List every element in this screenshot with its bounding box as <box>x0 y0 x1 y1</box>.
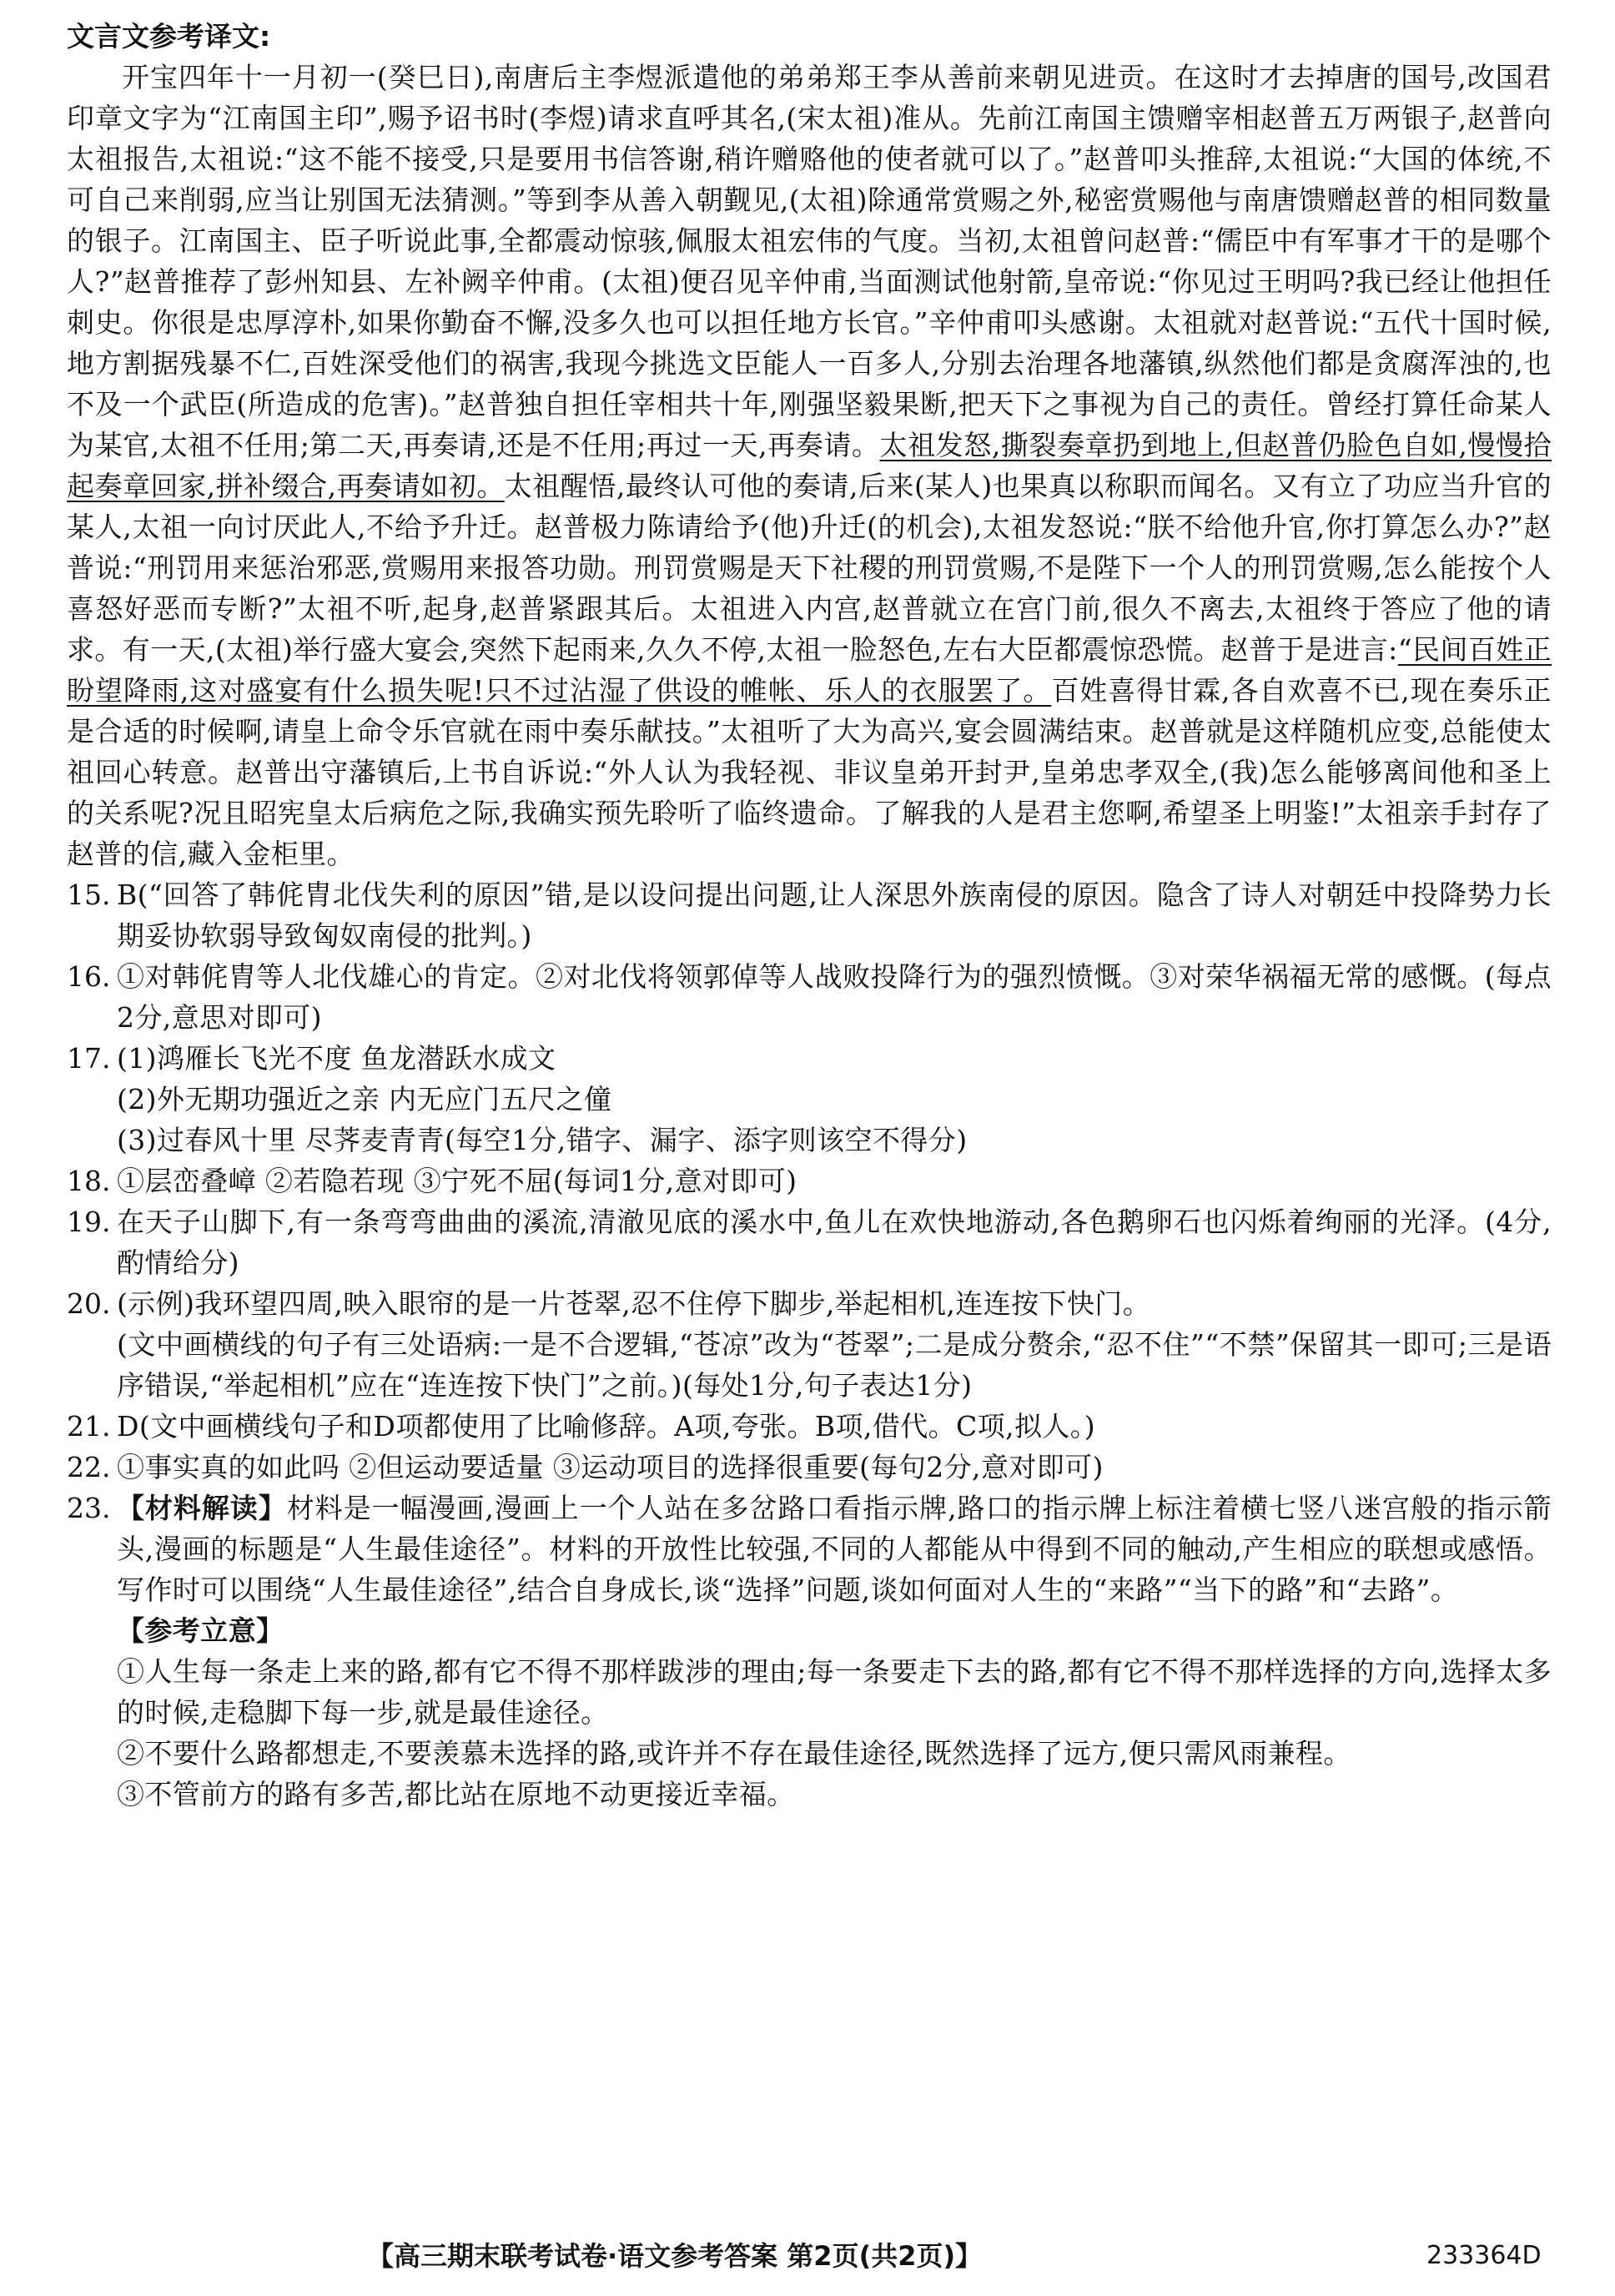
answer-17-line-2: (2)外无期功强近之亲 内无应门五尺之僮 <box>117 1083 612 1115</box>
footer-code: 233364D <box>1426 2241 1542 2270</box>
answer-23 <box>67 1488 1552 1610</box>
answer-text: ①层峦叠嶂 ②若隐若现 ③宁死不屈(每词1分,意对即可) <box>117 1165 797 1197</box>
answer-text <box>117 1488 1552 1610</box>
answer-text: ①对韩侂胄等人北伐雄心的肯定。②对北伐将领郭倬等人战败投降行为的强烈愤慨。③对荣华祸福无常的感慨。(每点2分,意思对即可) <box>117 960 1552 1034</box>
answer-19 <box>67 1201 1552 1283</box>
answer-text: 在天子山脚下,有一条弯弯曲曲的溪流,清澈见底的溪水中,鱼儿在欢快地游动,各色鹅卵石也闪烁着绚丽的光泽。(4分,酌情给分) <box>117 1206 1552 1279</box>
answer-21 <box>67 1406 1552 1447</box>
answer-number: 21. <box>67 1410 111 1443</box>
page-footer <box>0 2236 1615 2278</box>
answer-17-line-3: (3)过春风十里 尽荠麦青青(每空1分,错字、漏字、添字则该空不得分) <box>117 1124 968 1156</box>
reference-theme-3: ③不管前方的路有多苦,都比站在原地不动更接近幸福。 <box>117 1778 795 1810</box>
answer-list <box>67 874 1552 1815</box>
material-label: 【材料解读】 <box>117 1492 287 1524</box>
answer-text: (示例)我环望四周,映入眼帘的是一片苍翠,忍不住停下脚步,举起相机,连连按下快门。 <box>117 1287 1151 1320</box>
answer-number: 17. <box>67 1042 111 1075</box>
answer-20-note: (文中画横线的句子有三处语病:一是不合逻辑,“苍凉”改为“苍翠”;二是成分赘余,“忍不住”“不禁”保留其一即可;三是语序错误,“举起相机”应在“连连按下快门”之前。)(每处1分,句子表达1分) <box>117 1328 1552 1402</box>
translation-part-3: 百姓喜得甘霖,各自欢喜不已,现在奏乐正是合适的时候啊,请皇上命令乐官就在雨中奏乐献技。”太祖听了大为高兴,宴会圆满结束。赵普就是这样随机应变,总能使太祖回心转意。赵普出守藩镇后,上书自诉说:“外人认为我轻视、非议皇弟开封尹,皇弟忠孝双全,(我)怎么能够离间他和圣上的关系呢?况且昭宪皇太后病危之际,我确实预先聆听了临终遗命。了解我的人是君主您啊,希望圣上明鉴!”太祖亲手封存了赵普的信,藏入金柜里。 <box>67 674 1552 870</box>
answer-22 <box>67 1447 1552 1488</box>
answer-15 <box>67 874 1552 956</box>
translation-underlined-1: 太祖发怒,撕裂奏章扔到地上,但赵普仍脸色自如,慢慢拾起奏章回家,拼补缀合,再奏请如初。 <box>67 429 1552 502</box>
reference-theme-1: ①人生每一条走上来的路,都有它不得不那样跋涉的理由;每一条要走下去的路,都有它不得不那样选择的方向,选择太多的时候,走稳脚下每一步,就是最佳途径。 <box>117 1655 1552 1729</box>
answer-text: ①事实真的如此吗 ②但运动要适量 ③运动项目的选择很重要(每句2分,意对即可) <box>117 1451 1104 1483</box>
reference-theme-label: 【参考立意】 <box>117 1614 284 1647</box>
translation-underlined-2: “民间百姓正盼望降雨,这对盛宴有什么损失呢!只不过沾湿了供设的帷帐、乐人的衣服罢了。 <box>67 633 1552 707</box>
translation-text <box>67 57 1552 874</box>
translation-part-1: 开宝四年十一月初一(癸巳日),南唐后主李煜派遣他的弟弟郑王李从善前来朝见进贡。在这时才去掉唐的国号,改国君印章文字为“江南国主印”,赐予诏书时(李煜)请求直呼其名,(宋太祖)准从。先前江南国主馈赠宰相赵普五万两银子,赵普向太祖报告,太祖说:“这不能不接受,只是要用书信答谢,稍许赠赂他的使者就可以了。”赵普叩头推辞,太祖说:“大国的体统,不可自己来削弱,应当让别国无法猜测。”等到李从善入朝觐见,(太祖)除通常赏赐之外,秘密赏赐他与南唐馈赠赵普的相同数量的银子。江南国主、臣子听说此事,全都震动惊骇,佩服太祖宏伟的气度。当初,太祖曾问赵普:“儒臣中有军事才干的是哪个人?”赵普推荐了彭州知县、左补阙辛仲甫。(太祖)便召见辛仲甫,当面测试他射箭,皇帝说:“你见过王明吗?我已经让他担任刺史。你很是忠厚淳朴,如果你勤奋不懈,没多久也可以担任地方长官。”辛仲甫叩头感谢。太祖就对赵普说:“五代十国时候,地方割据残暴不仁,百姓深受他们的祸害,我现今挑选文臣能人一百多人,分别去治理各地藩镇,纵然他们都是贪腐浑浊的,也不及一个武臣(所造成的危害)。”赵普独自担任宰相共十年,刚强坚毅果断,把天下之事视为自己的责任。曾经打算任命某人为某官,太祖不任用;第二天,再奏请,还是不任用;再过一天,再奏请。 <box>67 61 1552 461</box>
answer-16 <box>67 956 1552 1038</box>
translation-part-2: 太祖醒悟,最终认可他的奏请,后来(某人)也果真以称职而闻名。又有立了功应当升官的某人,太祖一向讨厌此人,不给予升迁。赵普极力陈请给予(他)升迁(的机会),太祖发怒说:“朕不给他升官,你打算怎么办?”赵普说:“刑罚用来惩治邪恶,赏赐用来报答功勋。刑罚赏赐是天下社稷的刑罚赏赐,不是陛下一个人的刑罚赏赐,怎么能按个人喜怒好恶而专断?”太祖不听,起身,赵普紧跟其后。太祖进入内宫,赵普就立在宫门前,很久不离去,太祖终于答应了他的请求。有一天,(太祖)举行盛大宴会,突然下起雨来,久久不停,太祖一脸怒色,左右大臣都震惊恐慌。赵普于是进言: <box>67 470 1552 666</box>
answer-text: (1)鸿雁长飞光不度 鱼龙潜跃水成文 <box>117 1042 556 1075</box>
answer-number: 16. <box>67 960 111 993</box>
answer-text: B(“回答了韩侂胄北伐失利的原因”错,是以设问提出问题,让人深思外族南侵的原因。隐含了诗人对朝廷中投降势力长期妥协软弱导致匈奴南侵的批判。) <box>117 879 1552 952</box>
reference-theme-2: ②不要什么路都想走,不要羡慕未选择的路,或许并不存在最佳途径,既然选择了远方,便只需风雨兼程。 <box>117 1737 1351 1770</box>
answer-17 <box>67 1038 1552 1079</box>
answer-number: 18. <box>67 1165 111 1197</box>
answer-page <box>67 17 1552 1815</box>
answer-number: 23. <box>67 1492 111 1524</box>
answer-20 <box>67 1283 1552 1324</box>
answer-number: 20. <box>67 1287 111 1320</box>
translation-title: 文言文参考译文: <box>67 20 271 53</box>
answer-number: 19. <box>67 1206 111 1238</box>
answer-text: D(文中画横线句子和D项都使用了比喻修辞。A项,夸张。B项,借代。C项,拟人。) <box>117 1410 1095 1443</box>
footer-title: 【高三期末联考试卷·语文参考答案 第2页(共2页)】 <box>367 2240 983 2272</box>
answer-18 <box>67 1161 1552 1201</box>
material-text: 材料是一幅漫画,漫画上一个人站在多岔路口看指示牌,路口的指示牌上标注着横七竖八迷宫般的指示箭头,漫画的标题是“人生最佳途径”。材料的开放性比较强,不同的人都能从中得到不同的触动,产生相应的联想或感悟。写作时可以围绕“人生最佳途径”,结合自身成长,谈“选择”问题,谈如何面对人生的“来路”“当下的路”和“去路”。 <box>117 1492 1552 1606</box>
answer-number: 15. <box>67 879 111 911</box>
answer-number: 22. <box>67 1451 111 1483</box>
